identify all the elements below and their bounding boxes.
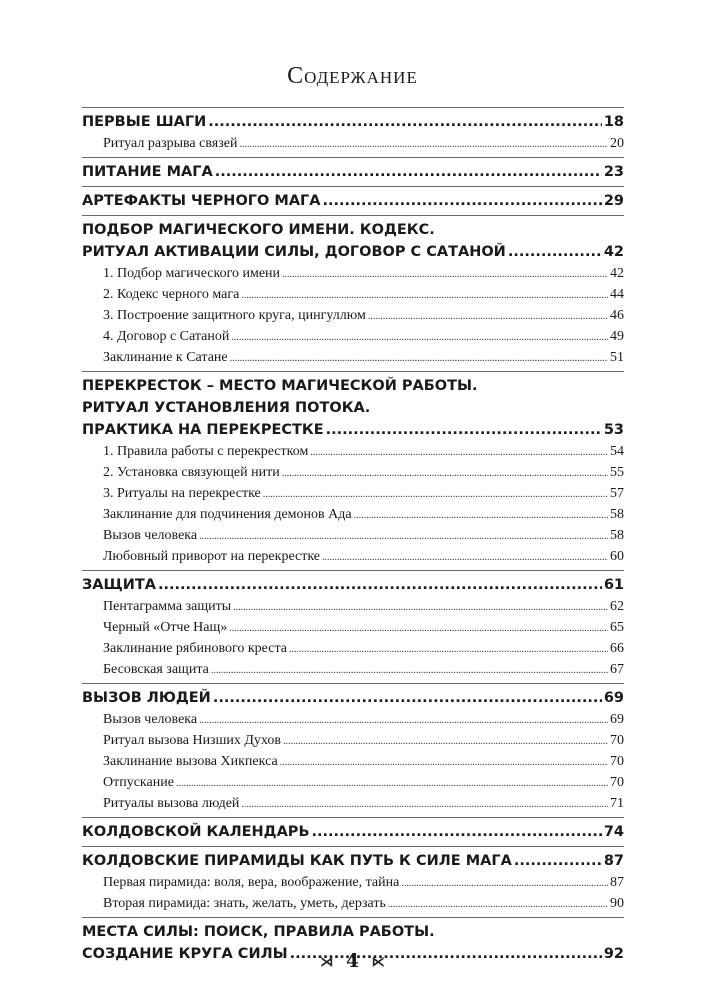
toc-entry-title: 3. Построение защитного круга, цингуллюм: [103, 308, 366, 323]
dot-leader: [211, 659, 608, 681]
dot-leader: [326, 419, 602, 441]
toc-heading-title: ПРАКТИКА НА ПЕРЕКРЕСТКЕ: [82, 422, 324, 438]
toc-heading-title: КОЛДОВСКИЕ ПИРАМИДЫ КАК ПУТЬ К СИЛЕ МАГА: [82, 853, 512, 869]
toc-heading[interactable]: [82, 161, 624, 183]
dot-leader: [514, 850, 602, 872]
toc-entry-page: 51: [610, 350, 624, 365]
page-footer: [0, 950, 705, 972]
toc-heading-page: 23: [603, 164, 624, 180]
toc-heading-page: 92: [603, 946, 624, 962]
dot-leader: [263, 483, 608, 505]
dot-leader: [280, 751, 608, 773]
toc-entry-page: 42: [610, 266, 624, 281]
dot-leader: [283, 730, 608, 752]
dot-leader: [231, 326, 608, 348]
toc-entry[interactable]: [82, 872, 624, 893]
toc-entry[interactable]: [82, 546, 624, 567]
toc-heading-title: РИТУАЛ УСТАНОВЛЕНИЯ ПОТОКА.: [82, 400, 371, 416]
toc-section: [82, 187, 624, 215]
toc-entry-page: 70: [610, 754, 624, 769]
toc-entry[interactable]: [82, 730, 624, 751]
toc-entry[interactable]: [82, 462, 624, 483]
toc-entry-title: Заклинание вызова Хикпекса: [103, 754, 278, 769]
toc-entry[interactable]: [82, 441, 624, 462]
toc-heading-title: СОЗДАНИЕ КРУГА СИЛЫ: [82, 946, 288, 962]
toc-heading-title: ПОДБОР МАГИЧЕСКОГО ИМЕНИ. КОДЕКС.: [82, 222, 435, 238]
page-number: 4: [345, 950, 360, 972]
page-title: Содержание: [287, 63, 418, 89]
toc-entry[interactable]: [82, 133, 624, 154]
toc-entry-page: 54: [610, 444, 624, 459]
toc-heading-title: ПИТАНИЕ МАГА: [82, 164, 213, 180]
dot-leader: [508, 241, 602, 263]
ornament-left-icon: ⋊: [320, 954, 334, 970]
dot-leader: [282, 462, 608, 484]
toc-heading-page: 53: [603, 422, 624, 438]
dot-leader: [239, 133, 608, 155]
toc-heading-page: 87: [603, 853, 624, 869]
dot-leader: [233, 596, 608, 618]
toc-entry-title: Черный «Отче Нащ»: [103, 620, 228, 635]
toc-entry-title: 2. Кодекс черного мага: [103, 287, 240, 302]
toc-entry-title: Бесовская защита: [103, 662, 209, 677]
toc-entry-title: Вызов человека: [103, 528, 198, 543]
toc-heading-page: 42: [603, 244, 624, 260]
dot-leader: [322, 546, 608, 568]
toc-section: [82, 684, 624, 817]
dot-leader: [241, 793, 608, 815]
toc-heading-title: ВЫЗОВ ЛЮДЕЙ: [82, 690, 211, 706]
toc-heading-page: 69: [603, 690, 624, 706]
toc-heading[interactable]: [82, 375, 624, 397]
toc-heading[interactable]: [82, 419, 624, 441]
dot-leader: [241, 284, 608, 306]
toc-entry[interactable]: [82, 483, 624, 504]
toc-entry[interactable]: [82, 284, 624, 305]
dot-leader: [208, 111, 602, 133]
toc-heading[interactable]: [82, 921, 624, 943]
toc-entry-page: 67: [610, 662, 624, 677]
toc-heading-page: 74: [603, 824, 624, 840]
toc-entry[interactable]: [82, 504, 624, 525]
dot-leader: [354, 504, 608, 526]
toc-entry[interactable]: [82, 525, 624, 546]
toc-entry-title: Вызов человека: [103, 712, 198, 727]
dot-leader: [388, 893, 608, 915]
toc-entry[interactable]: [82, 709, 624, 730]
toc-entry-title: Любовный приворот на перекрестке: [103, 549, 320, 564]
dot-leader: [310, 441, 608, 463]
toc-entry[interactable]: [82, 893, 624, 914]
dot-leader: [368, 305, 608, 327]
toc-entry[interactable]: [82, 772, 624, 793]
toc-heading-title: АРТЕФАКТЫ ЧЕРНОГО МАГА: [82, 193, 321, 209]
dot-leader: [323, 190, 602, 212]
toc-entry-title: Ритуалы вызова людей: [103, 796, 240, 811]
toc-entry-page: 60: [610, 549, 624, 564]
toc-entry-page: 46: [610, 308, 624, 323]
toc-entry[interactable]: [82, 596, 624, 617]
dot-leader: [312, 821, 602, 843]
toc-section: [82, 108, 624, 157]
dot-leader: [199, 525, 608, 547]
toc-entry-title: 4. Договор с Сатаной: [103, 329, 230, 344]
toc-entry-title: 1. Правила работы с перекрестком: [103, 444, 309, 459]
toc-entry-page: 70: [610, 775, 624, 790]
toc-heading-title: РИТУАЛ АКТИВАЦИИ СИЛЫ, ДОГОВОР С САТАНОЙ: [82, 244, 506, 260]
toc-heading[interactable]: [82, 190, 624, 212]
toc-entry-page: 65: [610, 620, 624, 635]
toc-heading[interactable]: [82, 219, 624, 241]
toc-entry-title: Заклинание для подчинения демонов Ада: [103, 507, 352, 522]
toc-heading-title: КОЛДОВСКОЙ КАЛЕНДАРЬ: [82, 824, 310, 840]
toc-entry-title: Отпускание: [103, 775, 174, 790]
toc-heading-title: ЗАЩИТА: [82, 577, 156, 593]
toc-entry-title: Первая пирамида: воля, вера, воображение, тайна: [103, 875, 400, 890]
toc-entry-title: 3. Ритуалы на перекрестке: [103, 486, 261, 501]
toc-section: [82, 216, 624, 371]
dot-leader: [229, 617, 608, 639]
toc-heading-page: 18: [603, 114, 624, 130]
toc-section: [82, 818, 624, 846]
toc-entry[interactable]: [82, 326, 624, 347]
toc-entry-page: 90: [610, 896, 624, 911]
toc-heading[interactable]: [82, 397, 624, 419]
toc-entry-title: Заклинание рябинового креста: [103, 641, 287, 656]
toc-section: [82, 571, 624, 683]
toc-heading[interactable]: [82, 850, 624, 872]
toc-entry-title: Ритуал разрыва связей: [103, 136, 238, 151]
dot-leader: [199, 709, 608, 731]
toc-entry-page: 57: [610, 486, 624, 501]
toc-entry-page: 20: [610, 136, 624, 151]
toc-section: [82, 372, 624, 570]
toc-heading[interactable]: [82, 821, 624, 843]
toc-heading-title: ПЕРЕКРЕСТОК – МЕСТО МАГИЧЕСКОЙ РАБОТЫ.: [82, 378, 478, 394]
toc-entry-page: 62: [610, 599, 624, 614]
toc-entry-page: 49: [610, 329, 624, 344]
toc-entry[interactable]: [82, 751, 624, 772]
toc-entry-page: 58: [610, 507, 624, 522]
toc-entry[interactable]: [82, 793, 624, 814]
toc-entry[interactable]: [82, 659, 624, 680]
dot-leader: [176, 772, 608, 794]
toc-entry[interactable]: [82, 638, 624, 659]
toc-entry-page: 58: [610, 528, 624, 543]
toc-entry[interactable]: [82, 263, 624, 284]
dot-leader: [282, 263, 608, 285]
dot-leader: [401, 872, 608, 894]
toc-heading[interactable]: [82, 574, 624, 596]
toc-heading-title: ПЕРВЫЕ ШАГИ: [82, 114, 207, 130]
toc-heading[interactable]: [82, 687, 624, 709]
toc-entry-title: Пентаграмма защиты: [103, 599, 232, 614]
toc-entry-title: 2. Установка связующей нити: [103, 465, 280, 480]
toc-section: [82, 158, 624, 186]
toc-heading-page: 29: [603, 193, 624, 209]
toc-heading-page: 61: [603, 577, 624, 593]
toc-entry-page: 55: [610, 465, 624, 480]
dot-leader: [230, 347, 608, 369]
toc-entry-page: 69: [610, 712, 624, 727]
dot-leader: [289, 638, 608, 660]
toc-entry-page: 66: [610, 641, 624, 656]
toc-entry-title: Заклинание к Сатане: [103, 350, 228, 365]
toc-heading[interactable]: [82, 241, 624, 263]
toc-entry[interactable]: [82, 305, 624, 326]
dot-leader: [158, 574, 602, 596]
dot-leader: [213, 687, 602, 709]
toc-entry-page: 70: [610, 733, 624, 748]
toc-entry[interactable]: [82, 617, 624, 638]
toc-heading[interactable]: [82, 111, 624, 133]
toc-section: [82, 847, 624, 917]
dot-leader: [215, 161, 602, 183]
toc-entry-page: 71: [610, 796, 624, 811]
table-of-contents: [82, 107, 624, 968]
toc-heading-title: МЕСТА СИЛЫ: ПОИСК, ПРАВИЛА РАБОТЫ.: [82, 924, 435, 940]
ornament-right-icon: ⋉: [371, 954, 385, 970]
toc-entry-page: 87: [610, 875, 624, 890]
toc-entry-title: Ритуал вызова Низших Духов: [103, 733, 281, 748]
toc-entry-title: 1. Подбор магического имени: [103, 266, 281, 281]
toc-entry[interactable]: [82, 347, 624, 368]
toc-entry-page: 44: [610, 287, 624, 302]
toc-entry-title: Вторая пирамида: знать, желать, уметь, дерзать: [103, 896, 386, 911]
